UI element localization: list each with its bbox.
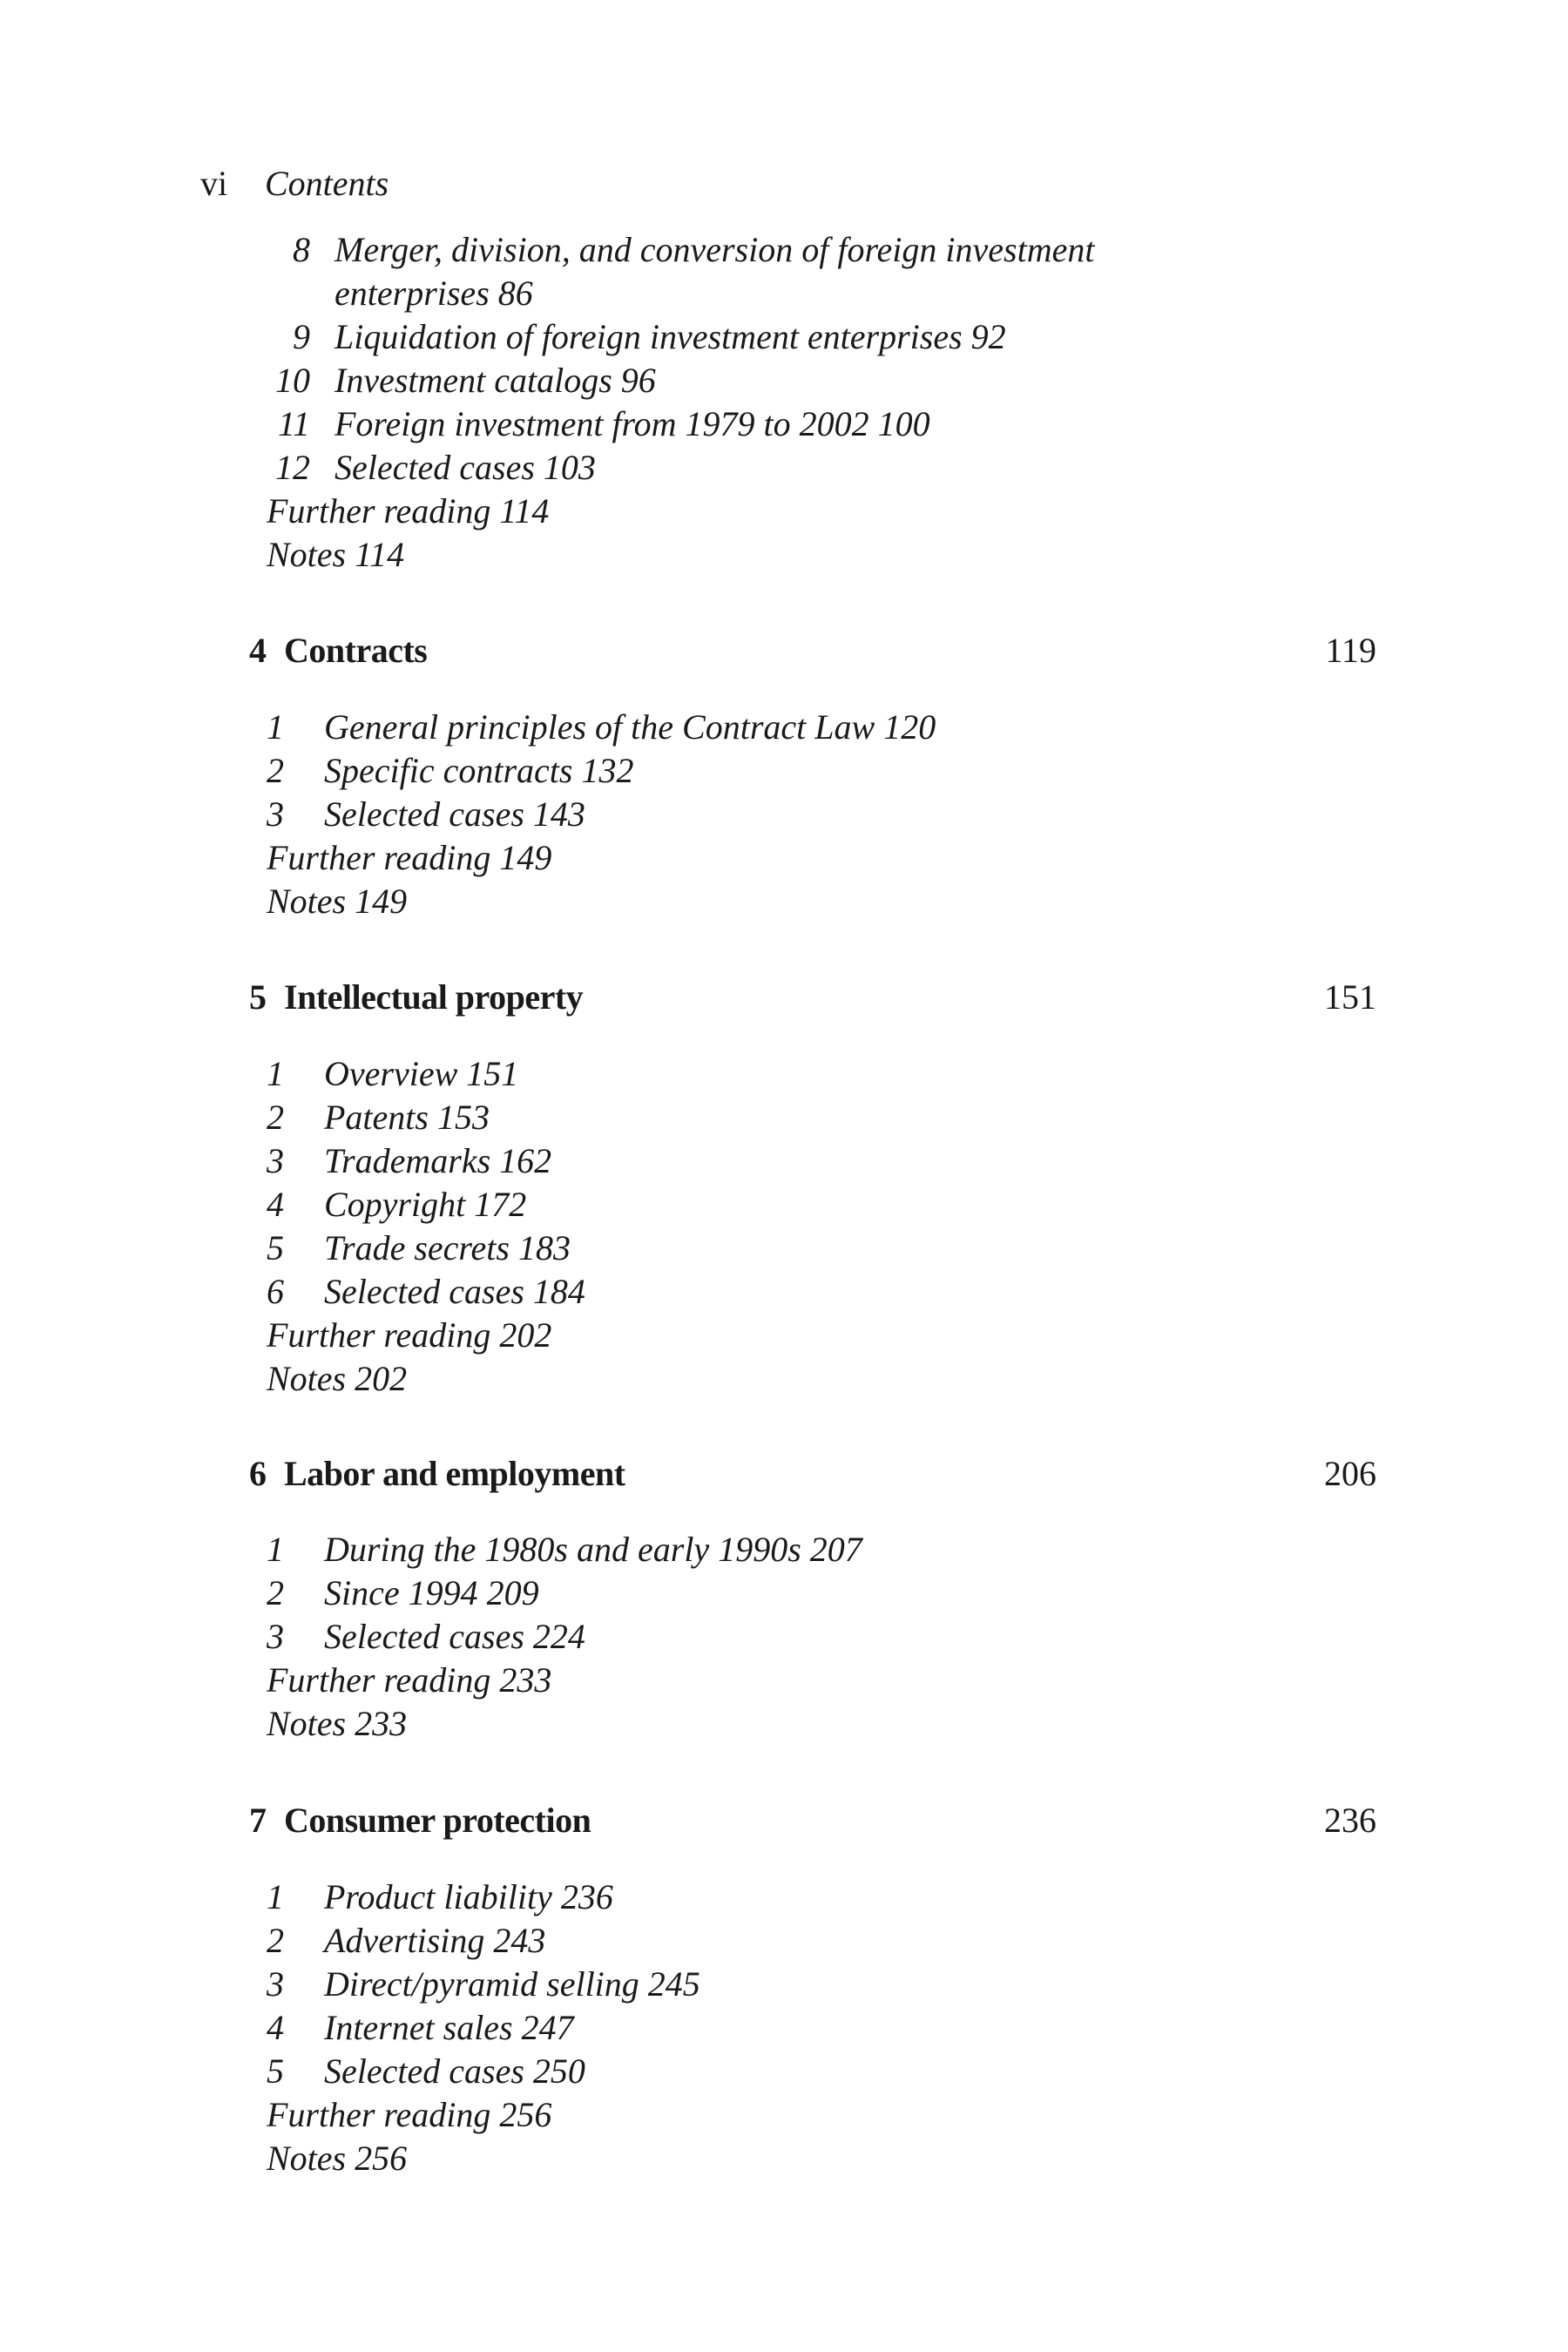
toc-entry-number: 2 <box>267 751 284 790</box>
notes-text: Notes 202 <box>267 1359 408 1398</box>
further-reading-text: Further reading 256 <box>267 2095 552 2134</box>
toc-entry[interactable] <box>267 446 1206 490</box>
notes-text: Notes 114 <box>267 535 405 574</box>
toc-entry-number: 5 <box>267 2051 284 2091</box>
toc-entry-text: Product liability 236 <box>324 1877 613 1916</box>
chapter-number: 4 <box>249 631 267 670</box>
toc-entry[interactable] <box>267 2050 700 2093</box>
chapter-number: 7 <box>249 1801 267 1840</box>
toc-entry-text: During the 1980s and early 1990s 207 <box>324 1530 862 1569</box>
toc-entry-text: Overview 151 <box>324 1054 519 1093</box>
toc-entry[interactable] <box>267 1528 862 1571</box>
notes-entry[interactable] <box>267 533 1206 577</box>
toc-entry-text: Specific contracts 132 <box>324 751 634 790</box>
toc-entry-text: Selected cases 103 <box>335 448 596 487</box>
notes-text: Notes 256 <box>267 2139 408 2178</box>
toc-entry-text: Selected cases 250 <box>324 2051 585 2091</box>
toc-entry-text: Liquidation of foreign investment enterprises 92 <box>335 317 1006 356</box>
toc-entry[interactable] <box>267 1183 585 1227</box>
toc-entry-number: 4 <box>267 2008 284 2047</box>
toc-entry-text: Trademarks 162 <box>324 1141 552 1180</box>
toc-entry-number: 10 <box>275 361 310 400</box>
toc-entry[interactable] <box>267 1571 862 1615</box>
toc-entry[interactable] <box>267 749 936 793</box>
chapter-number: 5 <box>249 977 267 1017</box>
chapter-heading-6[interactable] <box>200 1452 1376 1496</box>
chapter-page-number: 151 <box>1324 977 1376 1017</box>
further-reading-entry[interactable] <box>267 490 1206 533</box>
chapter-7-section-list <box>267 1876 700 2180</box>
further-reading-entry[interactable] <box>267 1314 585 1357</box>
chapter-3-continuation-list <box>267 228 1206 577</box>
toc-entry[interactable] <box>267 2006 700 2050</box>
toc-entry-number: 12 <box>275 448 310 487</box>
chapter-heading-4[interactable] <box>200 629 1376 672</box>
notes-text: Notes 149 <box>267 882 408 921</box>
further-reading-text: Further reading 114 <box>267 491 550 531</box>
toc-entry-text: General principles of the Contract Law 120 <box>324 707 936 747</box>
running-head-title: Contents <box>265 164 389 203</box>
chapter-page-number: 206 <box>1324 1454 1376 1493</box>
toc-entry-text: Trade secrets 183 <box>324 1228 571 1267</box>
toc-entry-number: 1 <box>267 707 284 747</box>
toc-entry-number: 3 <box>267 794 284 834</box>
toc-entry[interactable] <box>267 1096 585 1139</box>
toc-entry-number: 2 <box>267 1573 284 1612</box>
toc-entry-text: Selected cases 184 <box>324 1272 585 1311</box>
toc-entry-number: 11 <box>277 404 310 443</box>
notes-entry[interactable] <box>267 1357 585 1401</box>
toc-entry[interactable] <box>267 1919 700 1963</box>
toc-entry-number: 8 <box>293 230 310 269</box>
toc-entry-text: Since 1994 209 <box>324 1573 539 1612</box>
notes-entry[interactable] <box>267 1702 862 1746</box>
further-reading-entry[interactable] <box>267 836 936 880</box>
toc-entry-number: 4 <box>267 1185 284 1224</box>
further-reading-text: Further reading 233 <box>267 1660 552 1700</box>
chapter-title: Intellectual property <box>284 977 584 1017</box>
chapter-title: Labor and employment <box>284 1454 625 1493</box>
toc-entry[interactable] <box>267 1227 585 1270</box>
toc-entry[interactable] <box>267 402 1206 446</box>
toc-entry-text: Advertising 243 <box>324 1921 546 1960</box>
toc-entry[interactable] <box>267 359 1206 402</box>
toc-entry-number: 6 <box>267 1272 284 1311</box>
toc-entry-text: Selected cases 224 <box>324 1617 585 1656</box>
toc-entry-text: Merger, division, and conversion of foreign investment enterprises 86 <box>335 230 1095 313</box>
toc-entry[interactable] <box>267 1963 700 2006</box>
toc-entry[interactable] <box>267 1270 585 1314</box>
toc-entry-number: 1 <box>267 1530 284 1569</box>
toc-entry[interactable] <box>267 228 1206 315</box>
toc-entry-text: Patents 153 <box>324 1098 490 1137</box>
further-reading-entry[interactable] <box>267 1659 862 1702</box>
toc-entry-number: 3 <box>267 1617 284 1656</box>
toc-entry-number: 3 <box>267 1964 284 2004</box>
chapter-4-section-list <box>267 706 936 923</box>
chapter-6-section-list <box>267 1528 862 1746</box>
further-reading-text: Further reading 149 <box>267 838 552 877</box>
chapter-title: Consumer protection <box>284 1801 591 1840</box>
toc-entry-text: Foreign investment from 1979 to 2002 100 <box>335 404 930 443</box>
toc-entry[interactable] <box>267 1615 862 1659</box>
chapter-heading-5[interactable] <box>200 976 1376 1019</box>
toc-entry-number: 9 <box>293 317 310 356</box>
toc-entry[interactable] <box>267 1876 700 1919</box>
chapter-number: 6 <box>249 1454 267 1493</box>
further-reading-text: Further reading 202 <box>267 1315 552 1355</box>
further-reading-entry[interactable] <box>267 2093 700 2137</box>
toc-entry-number: 1 <box>267 1054 284 1093</box>
toc-entry[interactable] <box>267 793 936 836</box>
toc-entry-number: 1 <box>267 1877 284 1916</box>
running-head <box>200 162 389 206</box>
toc-entry-text: Copyright 172 <box>324 1185 527 1224</box>
chapter-page-number: 119 <box>1325 631 1376 670</box>
toc-entry-number: 2 <box>267 1921 284 1960</box>
toc-entry-number: 2 <box>267 1098 284 1137</box>
toc-entry-number: 5 <box>267 1228 284 1267</box>
notes-entry[interactable] <box>267 880 936 923</box>
toc-entry[interactable] <box>267 706 936 749</box>
chapter-title: Contracts <box>284 631 428 670</box>
toc-entry-number: 3 <box>267 1141 284 1180</box>
toc-entry-text: Internet sales 247 <box>324 2008 574 2047</box>
toc-entry-text: Selected cases 143 <box>324 794 585 834</box>
chapter-heading-7[interactable] <box>200 1799 1376 1842</box>
toc-entry[interactable] <box>267 315 1206 359</box>
toc-entry-text: Investment catalogs 96 <box>335 361 656 400</box>
toc-entry[interactable] <box>267 1052 585 1096</box>
page-folio: vi <box>200 164 228 203</box>
notes-entry[interactable] <box>267 2137 700 2180</box>
toc-entry[interactable] <box>267 1139 585 1183</box>
toc-entry-text: Direct/pyramid selling 245 <box>324 1964 700 2004</box>
notes-text: Notes 233 <box>267 1704 408 1743</box>
chapter-page-number: 236 <box>1324 1801 1376 1840</box>
chapter-5-section-list <box>267 1052 585 1401</box>
